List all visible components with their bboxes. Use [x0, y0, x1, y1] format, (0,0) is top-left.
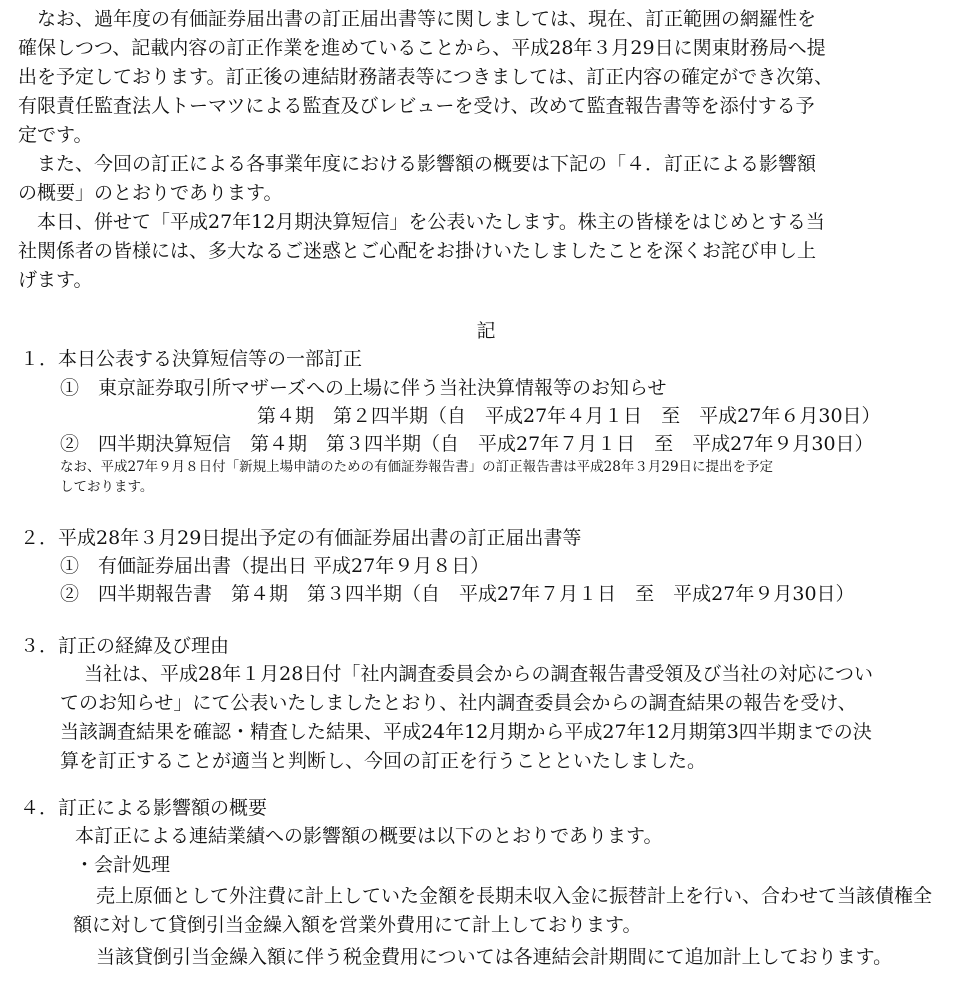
section-3-heading: ３．訂正の経緯及び理由 [20, 635, 230, 657]
section-1-item-1-period: 第４期 第２四半期（自 平成27年４月１日 至 平成27年６月30日） [257, 405, 881, 427]
section-2-item-1: ① 有価証券届出書（提出日 平成27年９月８日） [60, 555, 490, 577]
section-1-item-1: ① 東京証券取引所マザーズへの上場に伴う当社決算情報等のお知らせ [60, 377, 667, 399]
section-1-note-line-2: しております。 [60, 479, 154, 495]
section-3-body-line-2: てのお知らせ」にて公表いたしましたとおり、社内調査委員会からの調査結果の報告を受け、 [60, 692, 857, 714]
section-4-body2: 当該貸倒引当金繰入額に伴う税金費用については各連結会計期間にて追加計上しております。 [96, 946, 893, 968]
intro-p3-line-3: げます。 [18, 269, 93, 291]
section-3-body-line-4: 算を訂正することが適当と判断し、今回の訂正を行うことといたしました。 [60, 750, 707, 772]
section-1-heading: １．本日公表する決算短信等の一部訂正 [20, 348, 363, 370]
section-3-body-line-3: 当該調査結果を確認・精査した結果、平成24年12月期から平成27年12月期第3四半期までの決 [60, 721, 872, 743]
intro-p1-line-4: 有限責任監査法人トーマツによる監査及びレビューを受け、改めて監査報告書等を添付する予 [18, 95, 815, 117]
section-2-item-2: ② 四半期報告書 第４期 第３四半期（自 平成27年７月１日 至 平成27年９月30日） [60, 583, 855, 605]
intro-p3-line-2: 社関係者の皆様には、多大なるご迷惑とご心配をお掛けいたしましたことを深くお詫び申し上 [18, 240, 817, 262]
section-2-heading: ２．平成28年３月29日提出予定の有価証券届出書の訂正届出書等 [20, 527, 582, 549]
section-4-body-line-1: 売上原価として外注費に計上していた金額を長期未収入金に振替計上を行い、合わせて当該債権全 [96, 885, 933, 907]
intro-p1-line-5: 定です。 [18, 124, 93, 146]
section-1-note-line-1: なお、平成27年９月８日付「新規上場申請のための有価証券報告書」の訂正報告書は平成28年３月29日に提出を予定 [60, 459, 774, 475]
intro-p2-line-1: また、今回の訂正による各事業年度における影響額の概要は下記の「４．訂正による影響額 [18, 153, 817, 175]
section-3-body-line-1: 当社は、平成28年１月28日付「社内調査委員会からの調査報告書受領及び当社の対応につい [84, 663, 873, 685]
intro-p3-line-1: 本日、併せて「平成27年12月期決算短信」を公表いたします。株主の皆様をはじめとする当 [18, 211, 825, 233]
intro-p1-line-1: なお、過年度の有価証券届出書の訂正届出書等に関しましては、現在、訂正範囲の網羅性を [18, 8, 817, 30]
intro-p1-line-3: 出を予定しております。訂正後の連結財務諸表等につきましては、訂正内容の確定ができ次第、 [18, 66, 834, 88]
section-4-intro: 本訂正による連結業績への影響額の概要は以下のとおりであります。 [75, 825, 663, 847]
section-1-item-2: ② 四半期決算短信 第４期 第３四半期（自 平成27年７月１日 至 平成27年９月30日） [60, 433, 874, 455]
section-4-heading: ４．訂正による影響額の概要 [20, 797, 268, 819]
section-4-body-line-2: 額に対して貸倒引当金繰入額を営業外費用にて計上しております。 [73, 914, 642, 936]
ki-heading: 記 [476, 320, 496, 342]
intro-p2-line-2: の概要」のとおりであります。 [18, 182, 283, 204]
section-4-bullet: ・会計処理 [75, 854, 171, 876]
intro-p1-line-2: 確保しつつ、記載内容の訂正作業を進めていることから、平成28年３月29日に関東財務局へ提 [18, 37, 826, 59]
